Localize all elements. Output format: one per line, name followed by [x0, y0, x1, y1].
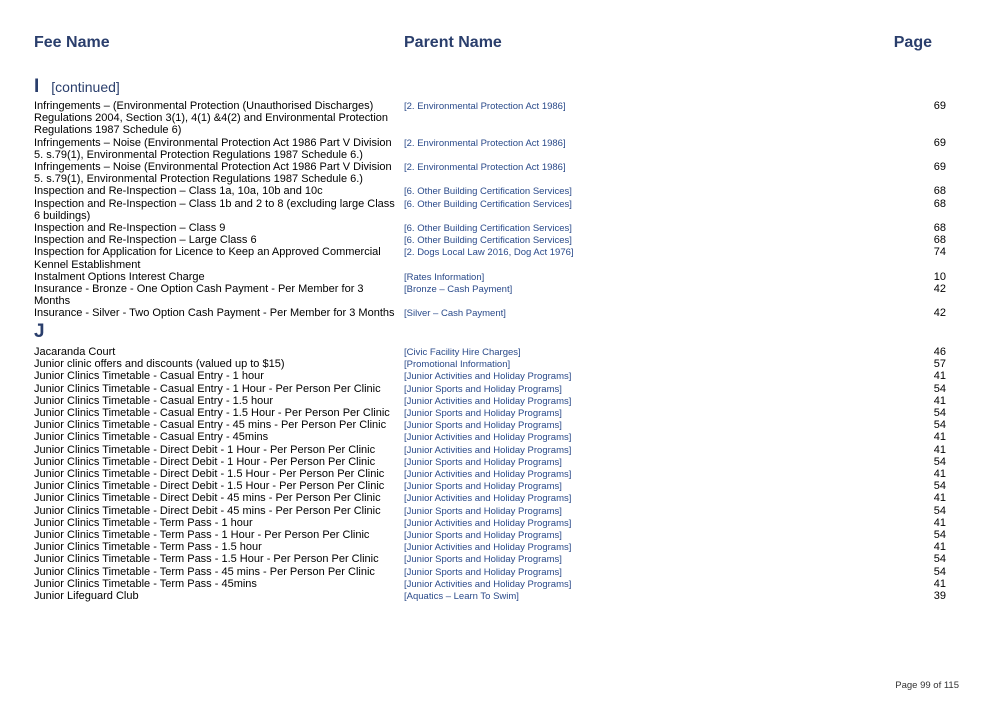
page-number: 68	[933, 197, 946, 210]
parent-name-link[interactable]: [Civic Facility Hire Charges]	[404, 347, 521, 358]
parent-name-link[interactable]: [2. Environmental Protection Act 1986]	[404, 137, 566, 149]
parent-name-link[interactable]: [Junior Activities and Holiday Programs]	[404, 517, 572, 529]
fee-name: Junior Clinics Timetable - Term Pass - 45 mins - Per Person Per Clinic	[34, 565, 375, 578]
page-number: 57	[933, 358, 946, 371]
page-number: 41	[933, 443, 946, 456]
fee-name: Junior Clinics Timetable - Direct Debit - 45 mins - Per Person Per Clinic	[34, 504, 381, 517]
fee-name: Infringements – (Environmental Protection (Unauthorised Discharges) Regulations 2004, Section 3(1), 4(1) &4(2) and Environmental Protection Regulations 1987 Schedule 6)	[34, 100, 389, 137]
page-number: 54	[933, 455, 946, 468]
fee-name: Junior Clinics Timetable - Casual Entry - 45mins	[34, 431, 269, 444]
parent-name-link[interactable]: [Junior Sports and Holiday Programs]	[404, 481, 562, 493]
parent-name-link[interactable]: [6. Other Building Certification Services]	[404, 198, 572, 210]
parent-name-link[interactable]: [Aquatics – Learn To Swim]	[404, 591, 519, 603]
page-number: 54	[933, 419, 946, 432]
parent-name-link[interactable]: [Junior Sports and Holiday Programs]	[404, 530, 562, 542]
index-entry-row	[34, 222, 946, 234]
parent-name-link[interactable]: [2. Environmental Protection Act 1986]	[404, 162, 566, 174]
fee-name: Junior Clinics Timetable - Term Pass - 1 Hour - Per Person Per Clinic	[34, 529, 370, 542]
page-column-header: Page	[893, 34, 932, 51]
fee-name: Junior Clinics Timetable - Casual Entry - 1.5 Hour - Per Person Per Clinic	[34, 407, 390, 420]
fee-name: Instalment Options Interest Charge	[34, 270, 205, 283]
parent-name-column-header: Parent Name	[404, 34, 502, 51]
parent-name-link[interactable]: [Junior Activities and Holiday Programs]	[404, 493, 572, 505]
page-number: 46	[933, 346, 946, 358]
fee-name: Junior Clinics Timetable - Casual Entry - 45 mins - Per Person Per Clinic	[34, 419, 387, 432]
parent-name-link[interactable]: [Junior Activities and Holiday Programs]	[404, 432, 572, 444]
page-number: 41	[933, 431, 946, 444]
page-number: 10	[933, 270, 946, 283]
index-entry-row	[34, 161, 946, 185]
index-entry-row	[34, 590, 946, 602]
fee-name: Infringements – Noise (Environmental Protection Act 1986 Part V Division 5. s.79(1), Environmental Protection Regulations 1987 Schedule 6.)	[34, 161, 392, 186]
parent-name-link[interactable]: [Junior Activities and Holiday Programs]	[404, 542, 572, 554]
parent-name-link[interactable]: [Silver – Cash Payment]	[404, 308, 506, 320]
parent-name-link[interactable]: [Junior Sports and Holiday Programs]	[404, 383, 562, 395]
fee-name: Junior Clinics Timetable - Term Pass - 1.5 hour	[34, 541, 262, 554]
page-number: 54	[933, 382, 946, 395]
section-j-entries	[34, 346, 946, 602]
fee-name: Junior Clinics Timetable - Casual Entry - 1 Hour - Per Person Per Clinic	[34, 382, 381, 395]
parent-name-link[interactable]: [Junior Sports and Holiday Programs]	[404, 505, 562, 517]
page-number: 54	[933, 553, 946, 566]
parent-name-link[interactable]: [6. Other Building Certification Services]	[404, 223, 572, 235]
page-number: 54	[933, 529, 946, 542]
index-entry-row	[34, 517, 946, 529]
fee-name: Junior Clinics Timetable - Term Pass - 1 hour	[34, 516, 253, 529]
fee-name: Junior Clinics Timetable - Casual Entry - 1.5 hour	[34, 394, 274, 407]
index-entry-row	[34, 307, 946, 319]
page-number: 69	[933, 161, 946, 174]
index-entry-row	[34, 553, 946, 565]
page-number: 42	[933, 283, 946, 296]
index-entry-row	[34, 456, 946, 468]
parent-name-link[interactable]: [Junior Sports and Holiday Programs]	[404, 456, 562, 468]
page-number: 69	[933, 136, 946, 149]
index-entry-row	[34, 185, 946, 197]
fee-name: Junior Clinics Timetable - Term Pass - 45mins	[34, 577, 257, 590]
page-number: 69	[933, 100, 946, 112]
fee-name: Junior Clinics Timetable - Direct Debit - 1 Hour - Per Person Per Clinic	[34, 455, 376, 468]
fee-name: Inspection and Re-Inspection – Class 1b and 2 to 8 (excluding large Class 6 buildings)	[34, 197, 395, 222]
parent-name-link[interactable]: [Junior Activities and Holiday Programs]	[404, 395, 572, 407]
fee-name: Junior Clinics Timetable - Casual Entry - 1 hour	[34, 370, 264, 383]
page-number: 68	[933, 222, 946, 235]
fee-name: Junior Clinics Timetable - Direct Debit - 1.5 Hour - Per Person Per Clinic	[34, 480, 385, 493]
index-entry-row	[34, 492, 946, 504]
index-entry-row	[34, 246, 946, 270]
index-entry-row	[34, 468, 946, 480]
fee-name: Junior clinic offers and discounts (valued up to $15)	[34, 358, 285, 371]
parent-name-link[interactable]: [Junior Sports and Holiday Programs]	[404, 420, 562, 432]
page-number: 41	[933, 370, 946, 383]
fee-name: Infringements – Noise (Environmental Protection Act 1986 Part V Division 5. s.79(1), Environmental Protection Regulations 1987 Schedule 6.)	[34, 136, 392, 161]
page-number: 41	[933, 577, 946, 590]
index-entry-row	[34, 541, 946, 553]
page-number: 54	[933, 565, 946, 578]
index-entry-row	[34, 480, 946, 492]
parent-name-link[interactable]: [Junior Sports and Holiday Programs]	[404, 566, 562, 578]
index-entry-row	[34, 444, 946, 456]
page-number: 68	[933, 234, 946, 247]
page-number: 42	[933, 307, 946, 320]
index-entry-row	[34, 566, 946, 578]
parent-name-link[interactable]: [Promotional Information]	[404, 359, 511, 371]
section-letter: I	[34, 76, 40, 97]
index-entry-row	[34, 578, 946, 590]
index-entry-row	[34, 283, 946, 307]
parent-name-link[interactable]: [Junior Activities and Holiday Programs]	[404, 444, 572, 456]
section-heading-i	[34, 76, 120, 98]
parent-name-link[interactable]: [2. Dogs Local Law 2016, Dog Act 1976]	[404, 247, 574, 259]
fee-name: Inspection and Re-Inspection – Class 1a, 10a, 10b and 10c	[34, 185, 323, 198]
page-number: 41	[933, 516, 946, 529]
index-entry-row	[34, 346, 946, 358]
parent-name-link[interactable]: [Junior Sports and Holiday Programs]	[404, 554, 562, 566]
fee-name-column-header: Fee Name	[34, 34, 110, 51]
fee-name: Junior Lifeguard Club	[34, 590, 139, 603]
index-entry-row	[34, 137, 946, 161]
parent-name-link[interactable]: [6. Other Building Certification Services]	[404, 235, 572, 247]
index-entry-row	[34, 505, 946, 517]
continued-label: [continued]	[51, 79, 120, 95]
page-number: 54	[933, 480, 946, 493]
page-number: 54	[933, 407, 946, 420]
index-entry-row	[34, 358, 946, 370]
fee-name: Inspection and Re-Inspection – Large Class 6	[34, 234, 257, 247]
page-number: 41	[933, 541, 946, 554]
page-number: 41	[933, 468, 946, 481]
parent-name-link[interactable]: [Junior Activities and Holiday Programs]	[404, 578, 572, 590]
parent-name-link[interactable]: [Junior Sports and Holiday Programs]	[404, 408, 562, 420]
section-letter: J	[34, 321, 45, 342]
index-entry-row	[34, 100, 946, 137]
index-entry-row	[34, 407, 946, 419]
page-number: 41	[933, 492, 946, 505]
fee-name: Junior Clinics Timetable - Direct Debit - 1 Hour - Per Person Per Clinic	[34, 443, 376, 456]
fee-name: Inspection for Application for Licence to Keep an Approved Commercial Kennel Establishment	[34, 246, 381, 271]
parent-name-link[interactable]: [6. Other Building Certification Services]	[404, 186, 572, 198]
fee-name: Junior Clinics Timetable - Direct Debit - 45 mins - Per Person Per Clinic	[34, 492, 381, 505]
fee-name: Insurance - Bronze - One Option Cash Payment - Per Member for 3 Months	[34, 283, 364, 308]
index-entry-row	[34, 234, 946, 246]
page-number: 74	[933, 246, 946, 259]
page-number-footer: Page 99 of 115	[895, 680, 959, 691]
section-heading-j	[34, 321, 45, 343]
parent-name-link[interactable]: [Rates Information]	[404, 271, 485, 283]
index-entry-row	[34, 395, 946, 407]
fee-name: Insurance - Silver - Two Option Cash Payment - Per Member for 3 Months	[34, 307, 395, 320]
page-number: 39	[933, 590, 946, 603]
section-i-entries	[34, 100, 946, 320]
index-entry-row	[34, 198, 946, 222]
page-number: 41	[933, 394, 946, 407]
index-entry-row	[34, 419, 946, 431]
parent-name-link[interactable]: [Junior Activities and Holiday Programs]	[404, 371, 572, 383]
index-entry-row	[34, 271, 946, 283]
fee-name: Junior Clinics Timetable - Direct Debit - 1.5 Hour - Per Person Per Clinic	[34, 468, 385, 481]
page-number: 54	[933, 504, 946, 517]
parent-name-link[interactable]: [Junior Activities and Holiday Programs]	[404, 469, 572, 481]
index-entry-row	[34, 431, 946, 443]
index-entry-row	[34, 529, 946, 541]
parent-name-link[interactable]: [Bronze – Cash Payment]	[404, 284, 513, 296]
fee-name: Jacaranda Court	[34, 346, 116, 358]
fee-name: Inspection and Re-Inspection – Class 9	[34, 222, 226, 235]
fee-name: Junior Clinics Timetable - Term Pass - 1.5 Hour - Per Person Per Clinic	[34, 553, 379, 566]
index-entry-row	[34, 370, 946, 382]
index-entry-row	[34, 383, 946, 395]
page-number: 68	[933, 185, 946, 198]
parent-name-link[interactable]: [2. Environmental Protection Act 1986]	[404, 101, 566, 112]
